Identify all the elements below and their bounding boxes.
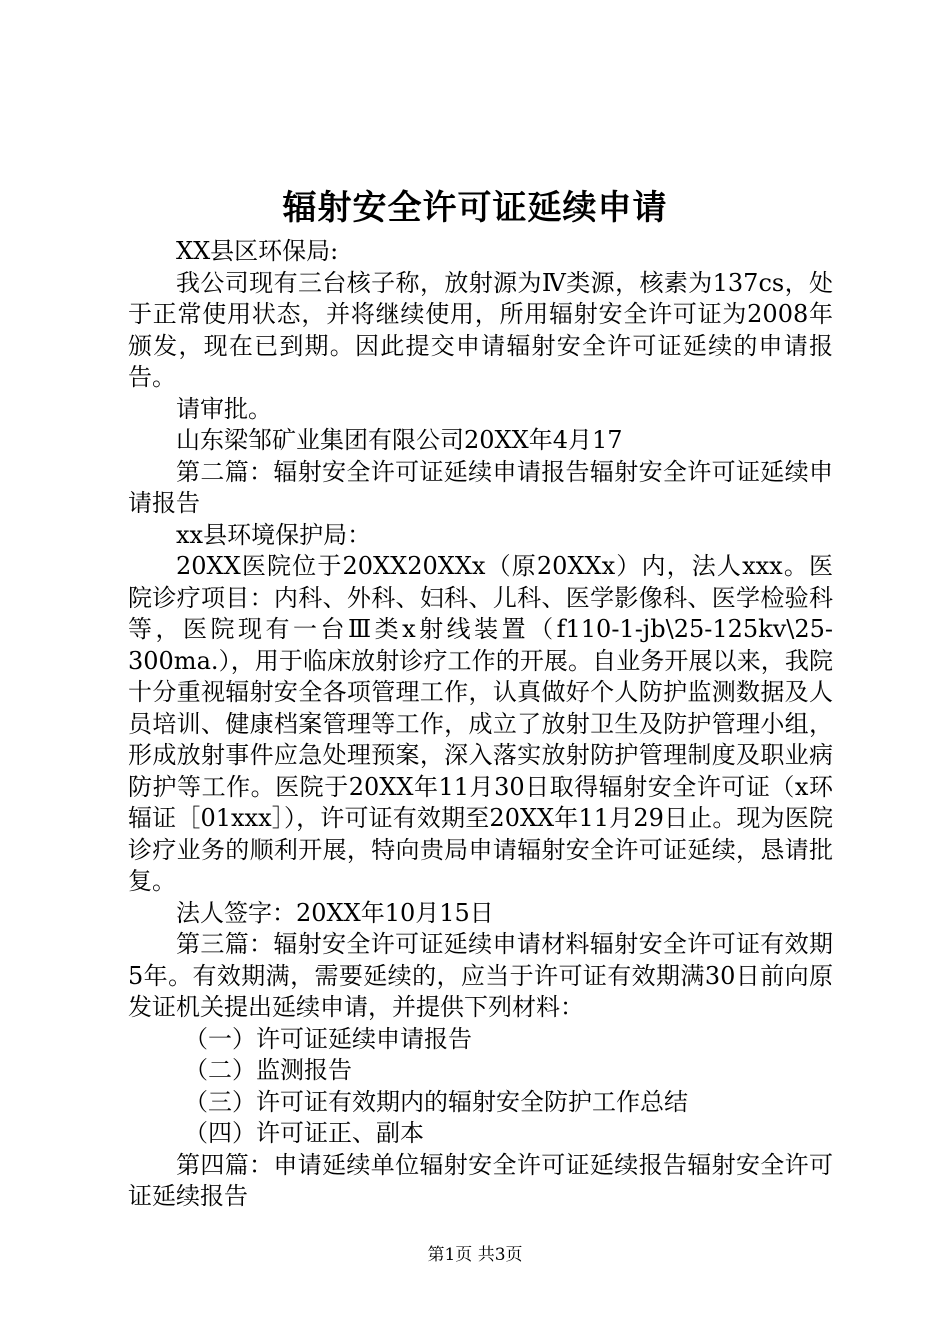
body-paragraph: 我公司现有三台核子称，放射源为Ⅳ类源，核素为137cs，处于正常使用状态，并将继续使用，所用辐射安全许可证为2008年颁发，现在已到期。因此提交申请辐射安全许可证延续的申请报告。 <box>128 268 833 391</box>
list-item: （二）监测报告 <box>184 1056 352 1084</box>
signature-paragraph: 山东梁邹矿业集团有限公司20XX年4月17 <box>176 426 623 454</box>
section-heading-3: 第三篇：辐射安全许可证延续申请材料辐射安全许可证有效期5年。有效期满，需要延续的，应当于许可证有效期满30日前向原发证机关提出延续申请，并提供下列材料： <box>128 930 833 1021</box>
section-heading-4: 第四篇：申请延续单位辐射安全许可证延续报告辐射安全许可证延续报告 <box>128 1150 833 1210</box>
addressee-paragraph-2: xx县环境保护局： <box>176 520 372 549</box>
section-heading-2: 第二篇：辐射安全许可证延续申请报告辐射安全许可证延续申请报告 <box>128 457 833 517</box>
list-item: （一）许可证延续申请报告 <box>184 1024 472 1053</box>
request-approval-paragraph: 请审批。 <box>176 394 272 423</box>
addressee-paragraph: XX县区环保局: <box>176 237 339 265</box>
signature-paragraph-2: 法人签字：20XX年10月15日 <box>176 898 494 927</box>
list-item: （三）许可证有效期内的辐射安全防护工作总结 <box>184 1087 688 1116</box>
body-paragraph-2: 20XX医院位于20XX20XXx（原20XXx）内，法人xxx。医院诊疗项目：内科、外科、妇科、儿科、医学影像科、医学检验科等，医院现有一台Ⅲ类x射线装置（f110-1-jb\25-125kv\25-300ma.），用于临床放射诊疗工作的开展。自业务开展以来，我院十分重视辐射安全各项管理工作，认真做好个人防护监测数据及人员培训、健康档案管理等工作，成立了放射卫生及防护管理小组，形成放射事件应急处理预案，深入落实放射防护管理制度及职业病防护等工作。医院于20XX年11月30日取得辐射安全许可证（x环辐证［01xxx］），许可证有效期至20XX年11月29日止。现为医院诊疗业务的顺利开展，特向贵局申请辐射安全许可证延续，恳请批复。 <box>128 552 833 895</box>
document-title: 辐射安全许可证延续申请 <box>282 188 668 228</box>
document-body <box>128 236 833 1213</box>
page-footer: 第1页 共3页 <box>427 1245 523 1265</box>
list-item: （四）许可证正、副本 <box>184 1119 424 1147</box>
